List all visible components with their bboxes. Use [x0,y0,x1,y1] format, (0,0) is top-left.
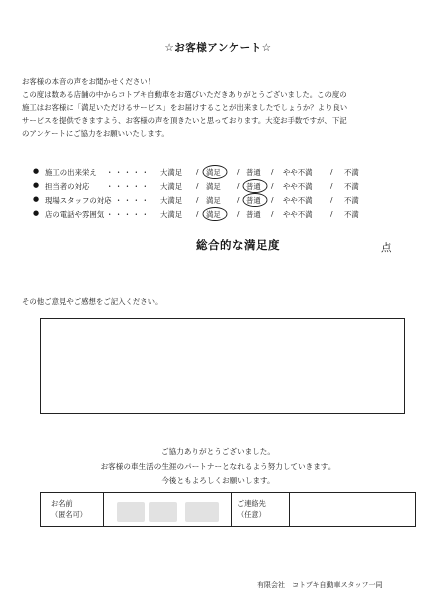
survey-title: ☆お客様アンケート☆ [164,42,272,54]
name-field[interactable] [103,493,232,526]
name-label-cell [41,493,104,526]
phone-label-text: ご連絡先 [237,499,266,508]
rating-option[interactable]: 大満足 [160,196,183,205]
option-separator: / [237,167,240,176]
comments-box[interactable] [40,318,405,414]
option-separator: / [271,209,274,218]
rating-option[interactable]: 満足 [206,168,221,177]
redacted-name-block [185,502,219,522]
option-separator: / [237,181,240,190]
rating-option[interactable]: 満足 [206,210,221,219]
intro-text [22,75,427,140]
rating-row [0,195,436,209]
thanks-line: ご協力ありがとうございました。 [161,447,275,456]
rating-option[interactable]: 普通 [246,182,261,191]
option-separator: / [237,195,240,204]
name-note-text: （匿名可） [51,510,87,519]
question-label: 店の電話や雰囲気 [45,210,105,219]
option-separator: / [271,167,274,176]
rating-option[interactable]: 不満 [344,196,359,205]
leader-dots: ・・・・・ [106,196,151,205]
rating-option[interactable]: 不満 [344,182,359,191]
thanks-message [0,445,436,489]
option-separator: / [196,181,199,190]
rating-option[interactable]: 大満足 [160,168,183,177]
contact-table [40,492,416,527]
option-separator: / [330,209,333,218]
overall-score-unit: 点 [381,242,392,254]
rating-option[interactable]: 不満 [344,168,359,177]
redacted-name-block [117,502,145,522]
bullet-icon: ● [33,209,40,217]
rating-row [0,181,436,195]
phone-field[interactable] [289,493,415,526]
comments-label: その他ご意見やご感想をご記入ください。 [22,297,163,306]
intro-line: のアンケートにご協力をお願いいたします。 [22,129,169,138]
rating-option[interactable]: 普通 [246,210,261,219]
question-label: 現場スタッフの対応 [45,196,112,205]
rating-row [0,209,436,223]
leader-dots: ・・・・・ [106,210,151,219]
rating-option[interactable]: 満足 [206,182,221,191]
rating-option[interactable]: 普通 [246,196,261,205]
intro-line: 施工はお客様に「満足いただけるサービス」をお届けすることが出来ましたでしょうか？より良い [22,103,348,112]
rating-option[interactable]: 大満足 [160,210,183,219]
question-label: 施工の出来栄え [45,168,97,177]
option-separator: / [271,195,274,204]
phone-label-cell [231,493,290,526]
intro-line: サービスを提供できますよう、お客様の声を頂きたいと思っております。大変お手数ですが、下記 [22,116,347,125]
rating-option[interactable]: やや不満 [283,168,313,177]
overall-satisfaction-label: 総合的な満足度 [196,238,280,252]
intro-line: この度は数ある店舗の中からコトブキ自動車をお選びいただきありがとうございました。この度の [22,90,347,99]
footer-signature: 有限会社 コトブキ自動車スタッフ一同 [257,581,383,589]
redacted-name-block [149,502,177,522]
option-separator: / [330,181,333,190]
name-label-text: お名前 [51,499,73,508]
rating-option[interactable]: 満足 [206,196,221,205]
rating-option[interactable]: 不満 [344,210,359,219]
rating-option[interactable]: やや不満 [283,182,313,191]
leader-dots: ・・・・・ [106,168,151,177]
rating-option[interactable]: やや不満 [283,210,313,219]
bullet-icon: ● [33,181,40,189]
name-label [51,498,87,520]
bullet-icon: ● [33,195,40,203]
question-label: 担当者の対応 [45,182,90,191]
option-separator: / [330,167,333,176]
option-separator: / [196,209,199,218]
option-separator: / [271,181,274,190]
option-separator: / [196,195,199,204]
leader-dots: ・・・・・ [106,182,151,191]
rating-option[interactable]: 大満足 [160,182,183,191]
option-separator: / [196,167,199,176]
rating-option[interactable]: やや不満 [283,196,313,205]
phone-label [237,498,266,520]
option-separator: / [237,209,240,218]
thanks-line: 今後ともよろしくお願いします。 [161,476,275,485]
thanks-line: お客様の車生活の生涯のパートナーとなれるよう努力していきます。 [100,461,336,471]
bullet-icon: ● [33,167,40,175]
option-separator: / [330,195,333,204]
rating-option[interactable]: 普通 [246,168,261,177]
phone-note-text: （任意） [237,510,266,519]
rating-row [0,167,436,181]
intro-line: お客様の本音の声をお聞かせください！ [22,77,156,86]
